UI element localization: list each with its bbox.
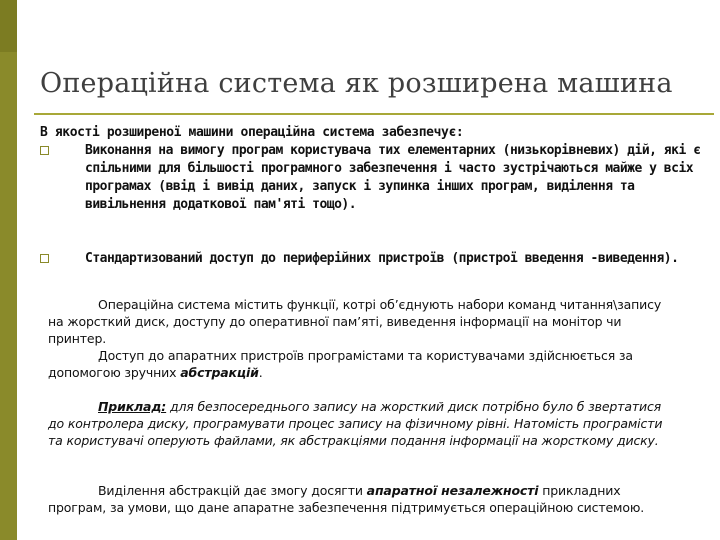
paragraph3-lead: Виділення абстракцій дає змогу досягти (98, 483, 367, 498)
bullet-text-1: Виконання на вимогу програм користувача тих елементарних (низькорівневих) дій, які є спільними для більшості програмного забезпечення і часто зустрічаються майже у всіх програмах (ввід і вивід даних, запуск і зупинка інших програм, виділення та вивільнення додаткової пам'яті тощо). (85, 143, 701, 212)
paragraph1-sentence2: Доступ до апаратних пристроїв програмістами та користувачами здійснюється за допомогою зручних (48, 348, 633, 380)
hardware-independence-term: апаратної незалежності (366, 483, 539, 498)
square-bullet-icon (40, 254, 49, 263)
paragraph-os-functions: Операційна система містить функції, котрі об’єднують набори команд читання\запису на жорсткий диск, доступу до оперативної пам’яті, виведення інформації на монітор чи принтер. Доступ до апаратних пристроїв програмістами та користувачами здійснюється за допомогою зручних абстракцій. (48, 297, 662, 380)
square-bullet-icon (40, 146, 49, 155)
left-accent-bar-top (0, 0, 17, 52)
left-accent-bar (0, 0, 17, 540)
bullet-item-1 (40, 142, 720, 214)
intro-text: В якості розширеної машини операційна система забезпечує: (40, 125, 464, 140)
abstractions-term: абстракцій (180, 365, 259, 380)
paragraph1-sentence1: Операційна система містить функції, котрі об’єднують набори команд читання\запису на жорсткий диск, доступу до оперативної пам’яті, виведення інформації на монітор чи принтер. (48, 297, 662, 346)
slide-title: Операційна система як розширена машина (40, 68, 673, 99)
paragraph-hardware-independence (48, 482, 668, 516)
paragraph-example (48, 398, 668, 449)
title-divider (34, 113, 714, 115)
paragraph3-end: прикладних програм, за умови, що дане апаратне забезпечення підтримується операційною системою. (48, 483, 645, 515)
bullet-item-2 (40, 250, 720, 268)
bullet-text-2: Стандартизований доступ до периферійних пристроїв (пристрої введення -виведення). (85, 251, 679, 266)
example-text: для безпосереднього запису на жорсткий диск потрібно було б звертатися до контролера диску, програмувати процес запису на фізичному рівні. Натомість програмісти та користувачі оперують файлами, як абстракціями подання інформації на жорсткому диску. (48, 399, 663, 448)
example-label: Приклад: (98, 399, 167, 414)
